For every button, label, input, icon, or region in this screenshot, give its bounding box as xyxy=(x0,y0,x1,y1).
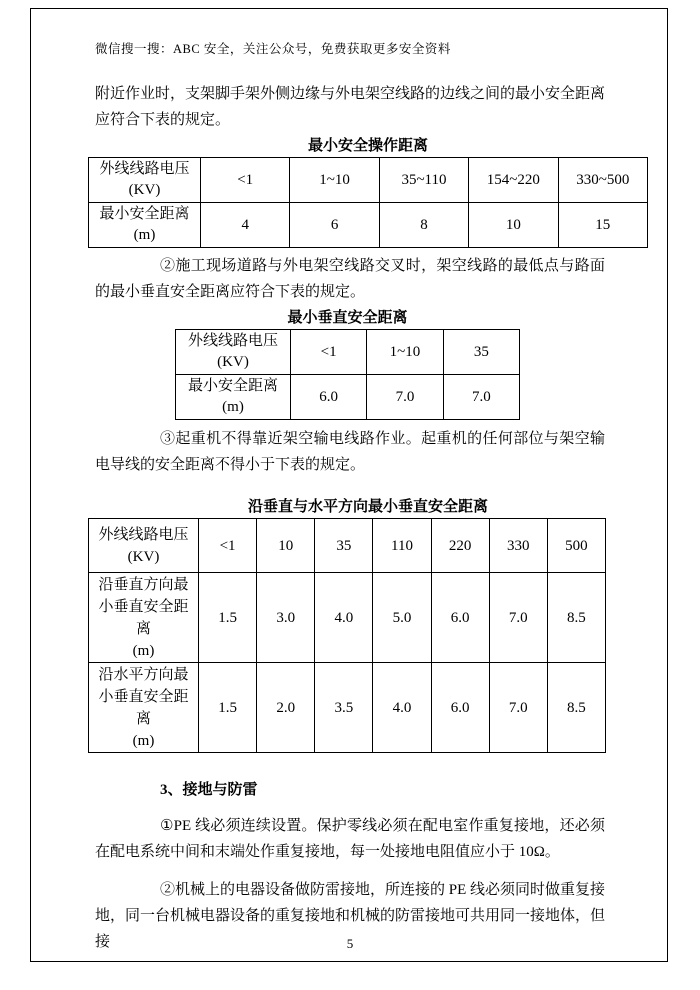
paragraph-intro: 附近作业时，支架脚手架外侧边缘与外电架空线路的边线之间的最小安全距离应符合下表的规定。 xyxy=(95,86,606,128)
table-row xyxy=(176,330,520,375)
table-cell: 8.5 xyxy=(547,573,605,663)
table-cell: 1.5 xyxy=(199,573,257,663)
table-header-cell xyxy=(89,519,199,573)
table1-title: 最小安全操作距离 xyxy=(307,138,428,154)
voltage-label-line2: (KV) xyxy=(217,354,249,370)
table-cell: 330~500 xyxy=(558,158,647,203)
vertical-label-line2: 小垂直安全距 xyxy=(98,598,189,615)
table-header-cell xyxy=(89,663,199,753)
table-cell: <1 xyxy=(199,519,257,573)
voltage-label-line2: (KV) xyxy=(128,182,161,198)
table-cell: 8.5 xyxy=(547,663,605,753)
page-number: 5 xyxy=(346,936,354,951)
table-min-vertical-safe-distance xyxy=(175,329,520,420)
table-cell: 4 xyxy=(201,203,290,248)
vertical-label-line3: 离 xyxy=(135,620,151,637)
document-header: 微信搜一搜：ABC 安全，关注公众号，免费获取更多安全资料 xyxy=(95,42,451,56)
table-row xyxy=(176,375,520,420)
vertical-label-line4: (m) xyxy=(132,642,155,659)
table-row xyxy=(89,158,648,203)
table-cell: 6 xyxy=(290,203,379,248)
paragraph-machine-grounding: ②机械上的电器设备做防雷接地，所连接的 PE 线必须同时做重复接地，同一台机械电器设备的重复接地和机械的防雷接地可共用同一接地体，但接 xyxy=(95,882,606,950)
table3-title: 沿垂直与水平方向最小垂直安全距离 xyxy=(247,499,488,515)
paragraph-pe-line: ①PE 线必须连续设置。保护零线必须在配电室作重复接地，还必须在配电系统中间和末端处作重复接地，每一处接地电阻值应小于 10Ω。 xyxy=(95,818,605,860)
table-cell: 6.0 xyxy=(431,663,489,753)
table-cell: 110 xyxy=(373,519,431,573)
table-cell: 10 xyxy=(257,519,315,573)
table2-title: 最小垂直安全距离 xyxy=(287,310,408,326)
table-cell: 220 xyxy=(431,519,489,573)
table-cell: <1 xyxy=(201,158,290,203)
voltage-label-line1: 外线线路电压 xyxy=(187,333,278,349)
voltage-label-line2: (KV) xyxy=(127,548,160,565)
horizontal-label-line1: 沿水平方向最 xyxy=(98,666,189,683)
horizontal-label-line3: 离 xyxy=(135,710,151,727)
table-header-cell xyxy=(176,330,291,375)
table-cell: 4.0 xyxy=(373,663,431,753)
section-heading-grounding-lightning: 3、接地与防雷 xyxy=(160,782,258,798)
table-min-safe-operating-distance xyxy=(88,157,648,248)
distance-label-line2: (m) xyxy=(133,227,156,243)
table-crane-min-vertical-safe-distance xyxy=(88,518,606,753)
distance-label-line1: 最小安全距离 xyxy=(187,378,278,394)
distance-label-line2: (m) xyxy=(222,399,244,415)
paragraph-item3: ③起重机不得靠近架空输电线路作业。起重机的任何部位与架空输电导线的安全距离不得小于下表的规定。 xyxy=(95,431,605,473)
table-cell: 1~10 xyxy=(367,330,443,375)
table-cell: 7.0 xyxy=(489,663,547,753)
table-cell: 5.0 xyxy=(373,573,431,663)
table-cell: 35~110 xyxy=(379,158,468,203)
voltage-label-line1: 外线线路电压 xyxy=(98,526,189,543)
table-cell: 1.5 xyxy=(199,663,257,753)
voltage-label-line1: 外线线路电压 xyxy=(99,161,190,177)
table-cell: 3.5 xyxy=(315,663,373,753)
table-cell: 6.0 xyxy=(431,573,489,663)
table-cell: 500 xyxy=(547,519,605,573)
table-row xyxy=(89,663,606,753)
table-cell: 330 xyxy=(489,519,547,573)
paragraph-item2: ②施工现场道路与外电架空线路交叉时，架空线路的最低点与路面的最小垂直安全距离应符合下表的规定。 xyxy=(95,258,605,300)
vertical-label-line1: 沿垂直方向最 xyxy=(98,576,189,593)
table-cell: 6.0 xyxy=(291,375,367,420)
table-cell: <1 xyxy=(291,330,367,375)
table-cell: 7.0 xyxy=(367,375,443,420)
table-header-cell xyxy=(89,158,201,203)
table-row xyxy=(89,573,606,663)
table-cell: 8 xyxy=(379,203,468,248)
table-cell: 154~220 xyxy=(469,158,558,203)
table-cell: 4.0 xyxy=(315,573,373,663)
table-header-cell xyxy=(176,375,291,420)
table-cell: 35 xyxy=(315,519,373,573)
horizontal-label-line2: 小垂直安全距 xyxy=(98,688,189,705)
table-cell: 7.0 xyxy=(489,573,547,663)
table-cell: 7.0 xyxy=(443,375,519,420)
page-content xyxy=(88,42,648,955)
table-cell: 1~10 xyxy=(290,158,379,203)
table-cell: 35 xyxy=(443,330,519,375)
table-header-cell xyxy=(89,573,199,663)
horizontal-label-line4: (m) xyxy=(132,732,155,749)
table-row xyxy=(89,203,648,248)
table-cell: 10 xyxy=(469,203,558,248)
distance-label-line1: 最小安全距离 xyxy=(99,206,190,222)
table-row xyxy=(89,519,606,573)
table-header-cell xyxy=(89,203,201,248)
table-cell: 3.0 xyxy=(257,573,315,663)
table-cell: 15 xyxy=(558,203,647,248)
table-cell: 2.0 xyxy=(257,663,315,753)
